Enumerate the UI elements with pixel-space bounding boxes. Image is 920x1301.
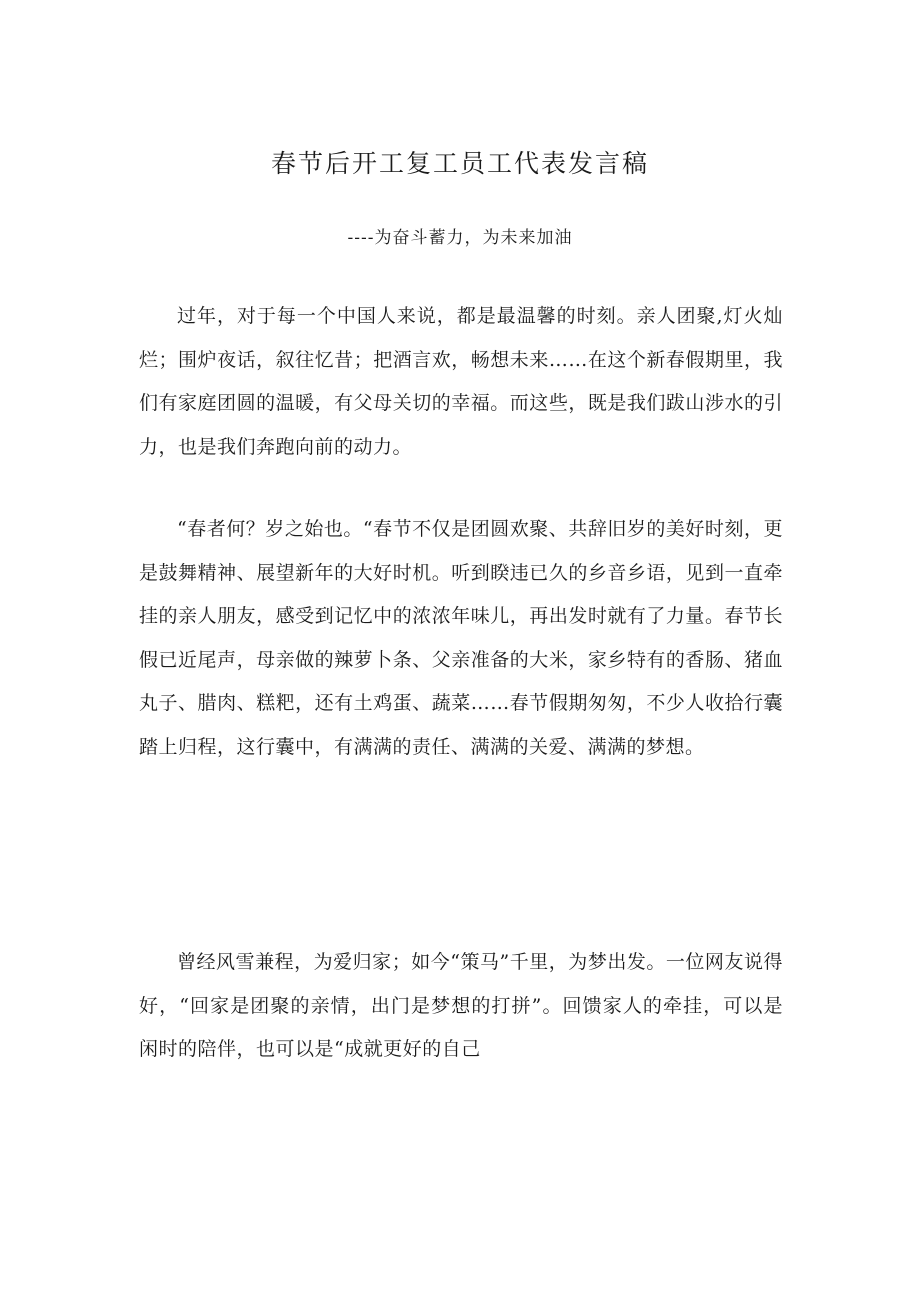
paragraph-2: “春者何？岁之始也。“春节不仅是团圆欢聚、共辞旧岁的美好时刻，更是鼓舞精神、展望新年的大好时机。听到睽违已久的乡音乡语，见到一直牵挂的亲人朋友，感受到记忆中的浓浓年味儿，再出发时就有了力量。春节长假已近尾声，母亲做的辣萝卜条、父亲准备的大米，家乡特有的香肠、猪血丸子、腊肉、糕粑，还有土鸡蛋、蔬菜……春节假期匆匆，不少人收拾行囊踏上归程，这行囊中，有满满的责任、满满的关爱、满满的梦想。 xyxy=(139,518,783,758)
paragraph-1: 过年，对于每一个中国人来说，都是最温馨的时刻。亲人团聚,灯火灿烂；围炉夜话，叙往忆昔；把酒言欢，畅想未来……在这个新春假期里，我们有家庭团圆的温暖，有父母关切的幸福。而这些，既是我们跋山涉水的引力，也是我们奔跑向前的动力。 xyxy=(139,305,783,458)
paragraph-3: 曾经风雪兼程，为爱归家；如今“策马”千里，为梦出发。一位网友说得好，“回家是团聚的亲情，出门是梦想的打拼”。回馈家人的牵挂，可以是闲时的陪伴，也可以是“成就更好的自己 xyxy=(139,951,783,1060)
document-subtitle: ----为奋斗蓄力，为未来加油 xyxy=(347,228,573,248)
document-title: 春节后开工复工员工代表发言稿 xyxy=(270,149,649,178)
